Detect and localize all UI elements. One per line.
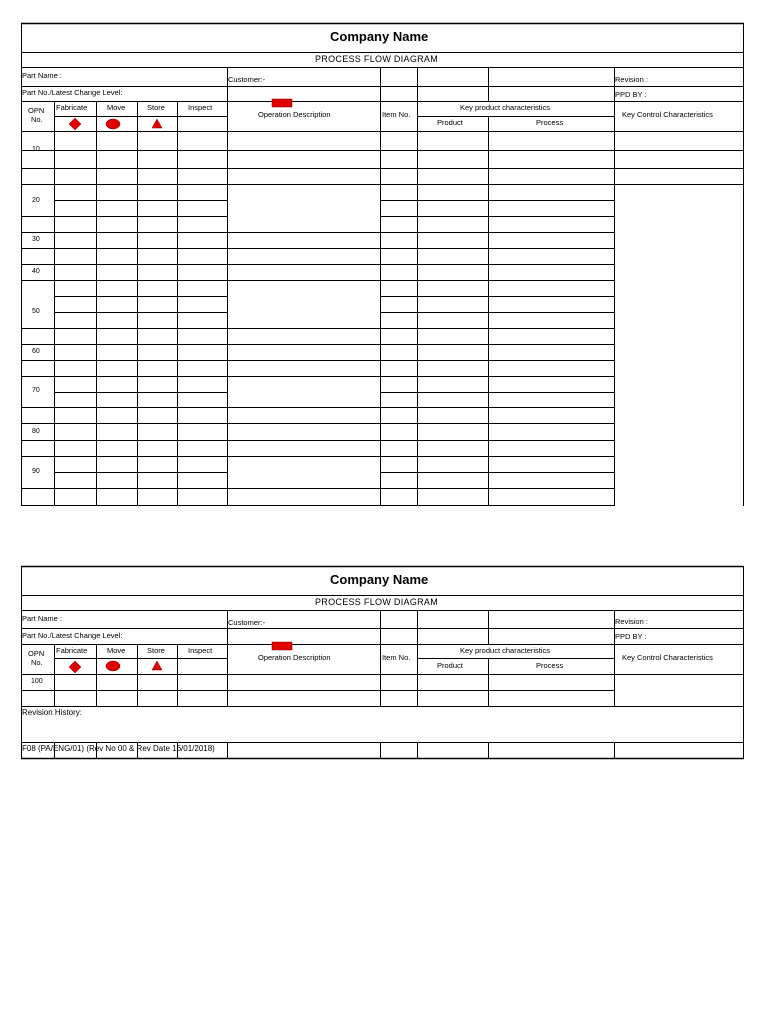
opn-number: 80 bbox=[32, 428, 40, 435]
fabricate-header: Fabricate bbox=[56, 646, 88, 655]
process-header: Process bbox=[536, 661, 564, 670]
move-header: Move bbox=[107, 103, 126, 112]
opn-no-header: No. bbox=[31, 115, 43, 124]
form-reference: F08 (PA/ENG/01) (Rev No 00 & Rev Date 16/01/2018) bbox=[22, 744, 215, 753]
operation-rectangle-icon bbox=[272, 642, 292, 650]
opn-number: 40 bbox=[32, 268, 40, 275]
ppd-by-label: PPD BY : bbox=[615, 90, 647, 99]
operation-description-header: Operation Description bbox=[258, 110, 331, 119]
store-triangle-icon bbox=[152, 661, 162, 670]
key-product-characteristics-header: Key product characteristics bbox=[460, 646, 551, 655]
product-header: Product bbox=[437, 661, 463, 670]
opn-number: 90 bbox=[32, 468, 40, 475]
fabricate-header: Fabricate bbox=[56, 103, 88, 112]
process-header: Process bbox=[536, 118, 564, 127]
revision-history-label: Revision History: bbox=[22, 708, 83, 717]
document-title: PROCESS FLOW DIAGRAM bbox=[315, 597, 439, 607]
ppd-by-label: PPD BY : bbox=[615, 632, 647, 641]
revision-label: Revision : bbox=[615, 617, 648, 626]
inspect-header: Inspect bbox=[188, 646, 213, 655]
opn-header: OPN bbox=[28, 106, 45, 115]
opn-number: 70 bbox=[32, 387, 40, 394]
opn-number: 30 bbox=[32, 236, 40, 243]
store-header: Store bbox=[147, 103, 165, 112]
key-control-characteristics-header: Key Control Characteristics bbox=[622, 653, 713, 662]
part-name-label: Part Name : bbox=[22, 71, 63, 80]
customer-label: Customer:- bbox=[228, 618, 266, 627]
part-no-label: Part No./Latest Change Level: bbox=[22, 631, 123, 640]
company-name: Company Name bbox=[330, 29, 429, 44]
fabricate-diamond-icon bbox=[69, 661, 81, 673]
opn-header: OPN bbox=[28, 649, 45, 658]
opn-number: 100 bbox=[31, 678, 43, 685]
item-no-header: Item No. bbox=[382, 653, 411, 662]
opn-number: 10 bbox=[32, 146, 40, 153]
item-no-header: Item No. bbox=[382, 110, 411, 119]
move-ellipse-icon bbox=[106, 661, 120, 671]
key-control-characteristics-header: Key Control Characteristics bbox=[622, 110, 713, 119]
customer-label: Customer:- bbox=[228, 75, 266, 84]
part-no-label: Part No./Latest Change Level: bbox=[22, 88, 123, 97]
opn-number: 60 bbox=[32, 348, 40, 355]
revision-label: Revision : bbox=[615, 75, 648, 84]
move-header: Move bbox=[107, 646, 126, 655]
opn-no-header: No. bbox=[31, 658, 43, 667]
operation-description-header: Operation Description bbox=[258, 653, 331, 662]
part-name-label: Part Name : bbox=[22, 614, 63, 623]
key-product-characteristics-header: Key product characteristics bbox=[460, 103, 551, 112]
document-title: PROCESS FLOW DIAGRAM bbox=[315, 54, 439, 64]
opn-number: 20 bbox=[32, 197, 40, 204]
opn-number: 50 bbox=[32, 308, 40, 315]
company-name: Company Name bbox=[330, 572, 429, 587]
inspect-header: Inspect bbox=[188, 103, 213, 112]
product-header: Product bbox=[437, 118, 463, 127]
store-header: Store bbox=[147, 646, 165, 655]
